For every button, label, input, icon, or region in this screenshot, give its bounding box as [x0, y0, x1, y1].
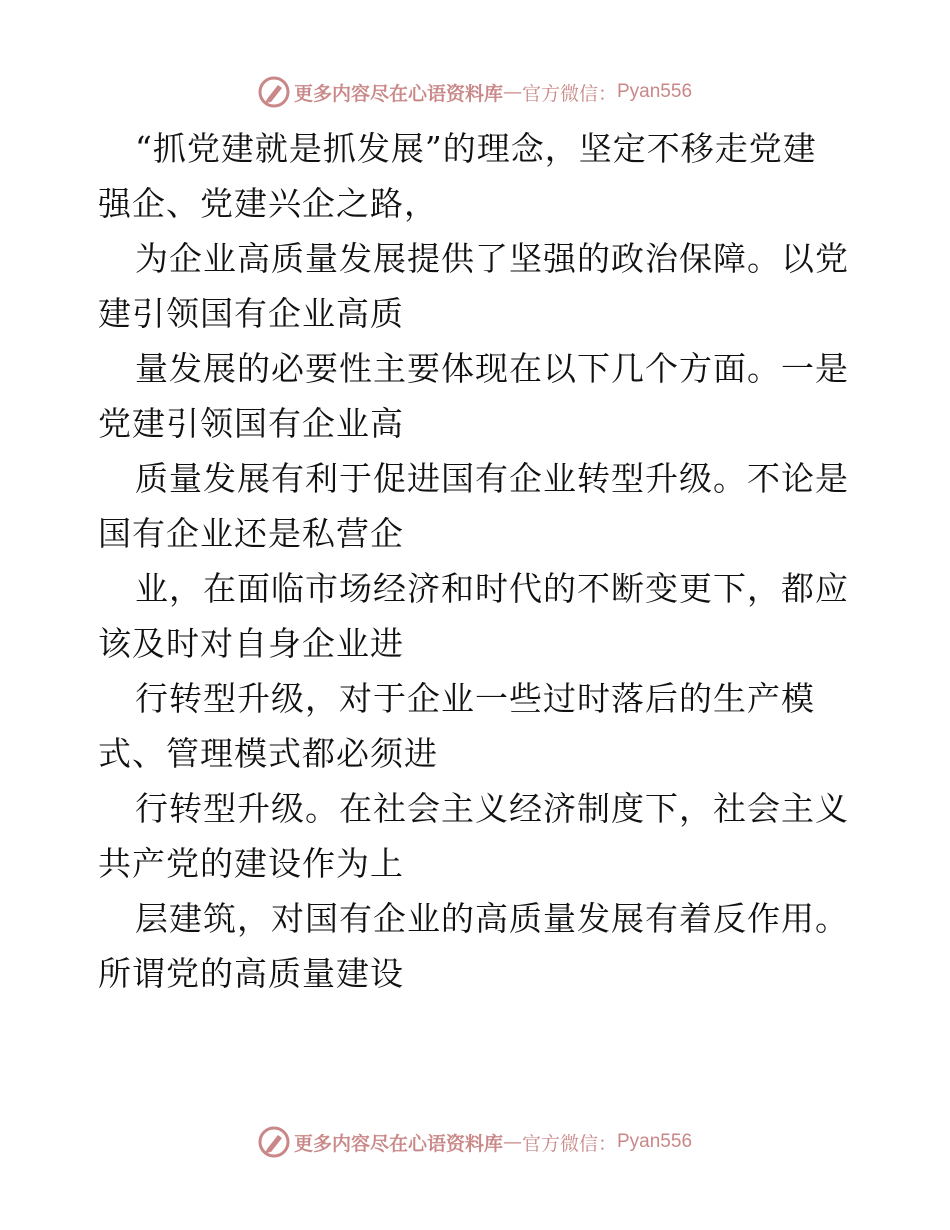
- pen-logo-icon: [258, 1126, 290, 1158]
- header-watermark: [0, 72, 950, 112]
- body-line: 所谓党的高质量建设: [98, 954, 404, 993]
- body-line: 为企业高质量发展提供了坚强的政治保障。以党: [135, 239, 849, 278]
- watermark-wechat-label: 官方微信：: [521, 1132, 617, 1155]
- document-body: [98, 121, 858, 1001]
- watermark-wechat-label: 官方微信：: [521, 82, 617, 105]
- watermark-title: 更多内容尽在心语资料库: [293, 1132, 503, 1155]
- watermark-wechat-id: Pyan556: [617, 81, 693, 102]
- watermark-dash: —: [502, 81, 522, 103]
- pen-logo-icon: [258, 76, 290, 108]
- body-line: 量发展的必要性主要体现在以下几个方面。一是: [135, 349, 849, 388]
- body-line: 共产党的建设作为上: [98, 844, 404, 883]
- body-line: 该及时对自身企业进: [98, 624, 404, 663]
- watermark-dash: —: [502, 1131, 522, 1153]
- body-line: 强企、党建兴企之路，: [98, 184, 438, 223]
- body-line: 业，在面临市场经济和时代的不断变更下，都应: [135, 569, 849, 608]
- watermark-wechat-id: Pyan556: [617, 1131, 693, 1152]
- watermark-title: 更多内容尽在心语资料库: [293, 82, 503, 105]
- body-line: “抓党建就是抓发展”的理念，坚定不移走党建: [135, 129, 817, 168]
- body-line: 党建引领国有企业高: [98, 404, 404, 443]
- body-line: 行转型升级，对于企业一些过时落后的生产模: [135, 679, 815, 718]
- body-line: 式、管理模式都必须进: [98, 734, 438, 773]
- body-line: 国有企业还是私营企: [98, 514, 404, 553]
- body-line: 质量发展有利于促进国有企业转型升级。不论是: [135, 459, 849, 498]
- body-line: 建引领国有企业高质: [98, 294, 404, 333]
- body-line: 行转型升级。在社会主义经济制度下，社会主义: [135, 789, 849, 828]
- body-line: 层建筑，对国有企业的高质量发展有着反作用。: [135, 899, 849, 938]
- footer-watermark: [0, 1122, 950, 1162]
